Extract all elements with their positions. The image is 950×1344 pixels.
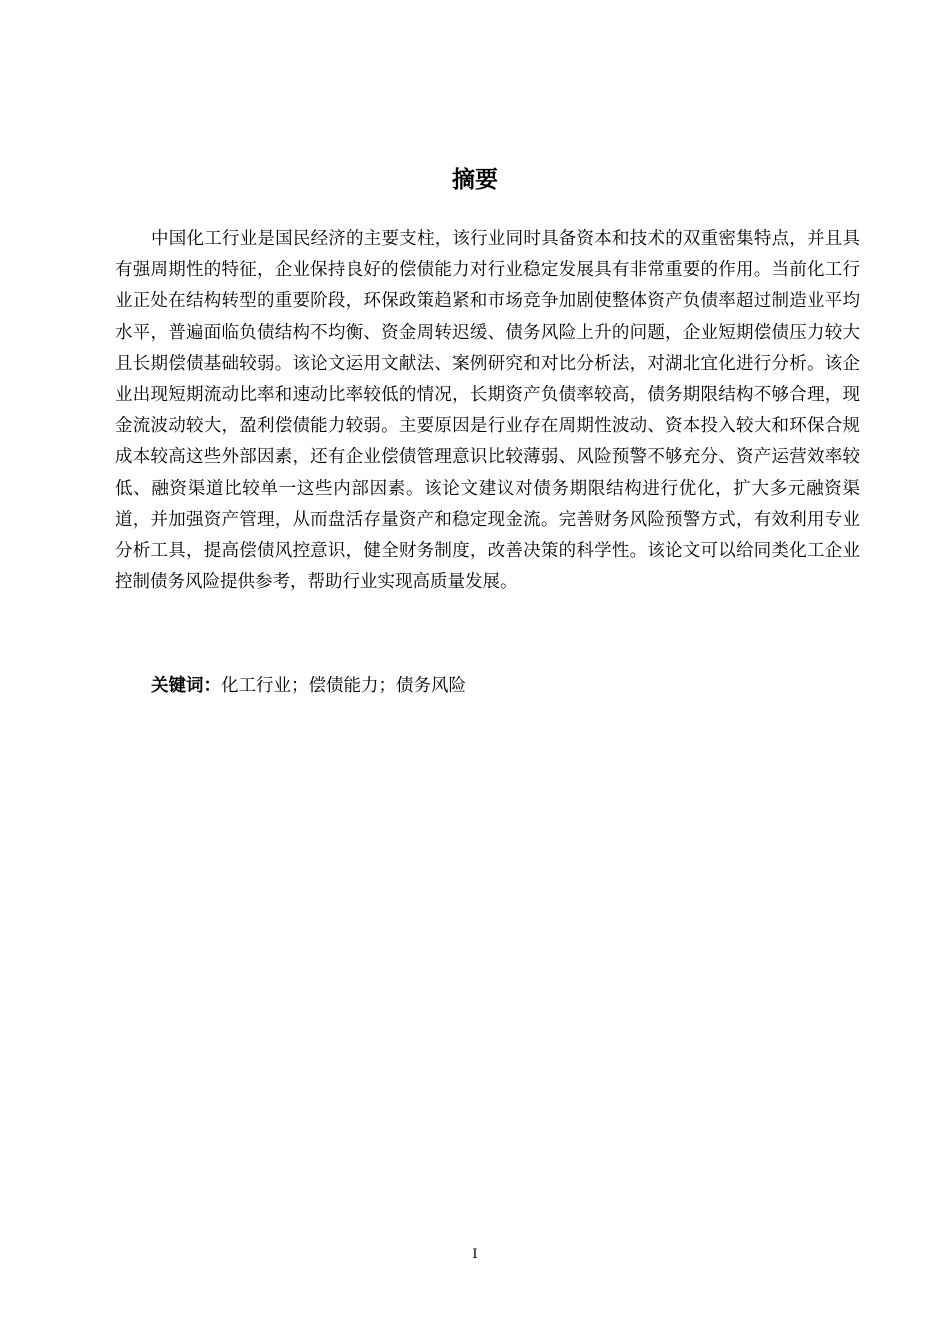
keywords-text: 化工行业；偿债能力；债务风险: [221, 676, 466, 696]
abstract-title: 摘要: [452, 167, 498, 193]
abstract-body: 中国化工行业是国民经济的主要支柱，该行业同时具备资本和技术的双重密集特点，并且具有强周期性的特征，企业保持良好的偿债能力对行业稳定发展具有非常重要的作用。当前化工行业正处在结构转型的重要阶段，环保政策趋紧和市场竞争加剧使整体资产负债率超过制造业平均水平，普遍面临负债结构不均衡、资金周转迟缓、债务风险上升的问题，企业短期偿债压力较大且长期偿债基础较弱。该论文运用文献法、案例研究和对比分析法，对湖北宜化进行分析。该企业出现短期流动比率和速动比率较低的情况，长期资产负债率较高，债务期限结构不够合理，现金流波动较大，盈利偿债能力较弱。主要原因是行业存在周期性波动、资本投入较大和环保合规成本较高这些外部因素，还有企业偿债管理意识比较薄弱、风险预警不够充分、资产运营效率较低、融资渠道比较单一这些内部因素。该论文建议对债务期限结构进行优化，扩大多元融资渠道，并加强资产管理，从而盘活存量资产和稳定现金流。完善财务风险预警方式，有效利用专业分析工具，提高偿债风控意识，健全财务制度，改善决策的科学性。该论文可以给同类化工企业控制债务风险提供参考，帮助行业实现高质量发展。: [115, 229, 860, 593]
keywords-label: 关键词：: [151, 676, 221, 696]
keywords-line: [151, 671, 851, 702]
page-number: I: [472, 1247, 478, 1262]
